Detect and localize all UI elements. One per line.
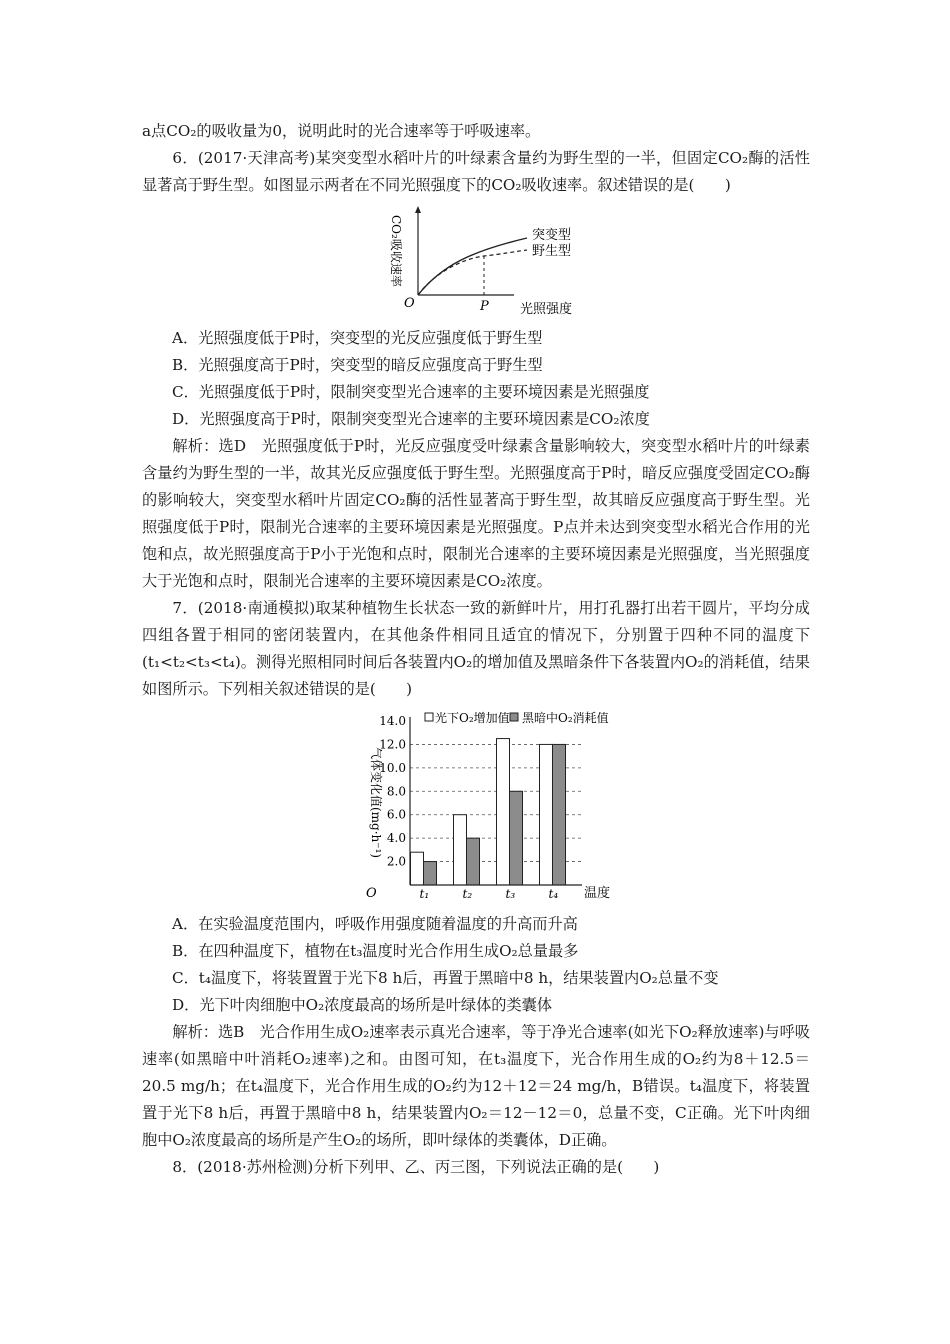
question-6-stem: 6．(2017·天津高考)某突变型水稻叶片的叶绿素含量约为野生型的一半，但固定CO₂酶的活性显著高于野生型。如图显示两者在不同光照强度下的CO₂吸收速率。叙述错误的是( ) xyxy=(142,149,810,194)
q6-option-a: A．光照强度低于P时，突变型的光反应强度低于野生型 xyxy=(172,329,543,347)
bar-dark-t3 xyxy=(510,791,523,885)
bar-light-t3 xyxy=(497,739,510,885)
q7-option-b: B．在四种温度下，植物在t₃温度时光合作用生成O₂总量最多 xyxy=(172,942,579,960)
y-tick-label: 6.0 xyxy=(386,807,406,822)
page-content xyxy=(142,118,810,1181)
question-8-stem: 8．(2018·苏州检测)分析下列甲、乙、丙三图，下列说法正确的是( ) xyxy=(172,1158,660,1176)
x-tick-label-t3: t₃ xyxy=(505,887,516,901)
q7-option-d: D．光下叶肉细胞中O₂浓度最高的场所是叶绿体的类囊体 xyxy=(172,996,553,1014)
legend-wild: 野生型 xyxy=(532,244,572,259)
o2-bar-chart-svg xyxy=(142,707,810,907)
q6-option-d: D．光照强度高于P时，限制突变型光合速率的主要环境因素是CO₂浓度 xyxy=(172,410,650,428)
x-tick-label-t2: t₂ xyxy=(462,887,473,901)
figure-co2-curve xyxy=(142,203,810,321)
q7-option-c: C．t₄温度下，将装置置于光下8 h后，再置于黑暗中8 h，结果装置内O₂总量不变 xyxy=(172,969,719,987)
y-tick-label: 12.0 xyxy=(379,737,406,752)
y-tick-label: 8.0 xyxy=(386,784,406,799)
y-tick-label: 10.0 xyxy=(379,760,406,775)
bar-light-t4 xyxy=(540,744,553,885)
bar-light-t1 xyxy=(411,852,424,885)
q7-analysis: 解析：选B 光合作用生成O₂速率表示真光合速率，等于净光合速率(如光下O₂释放速率)与呼吸速率(如黑暗中叶消耗O₂速率)之和。由图可知，在t₃温度下，光合作用生成的O₂约为8＋12.5＝20.5 mg/h；在t₄温度下，光合作用生成的O₂约为12＋12＝24 mg/h，B错误。t₄温度下，将装置置于光下8 h后，再置于黑暗中8 h，结果装置内O₂＝12－12＝0，总量不变，C正确。光下叶肉细胞中O₂浓度最高的场所是产生O₂的场所，即叶绿体的类囊体，D正确。 xyxy=(142,1023,810,1149)
question-7-stem: 7．(2018·南通模拟)取某种植物生长状态一致的新鲜叶片，用打孔器打出若干圆片，平均分成四组各置于相同的密闭装置内，在其他条件相同且适宜的情况下，分别置于四种不同的温度下(t₁<t₂<t₃<t₄)。测得光照相同时间后各装置内O₂的增加值及黑暗条件下各装置内O₂的消耗值，结果如图所示。下列相关叙述错误的是( ) xyxy=(142,599,810,698)
y-tick-label: 2.0 xyxy=(386,854,406,869)
co2-curve-svg xyxy=(142,203,810,321)
legend-swatch-dark xyxy=(510,713,518,721)
bar-dark-t4 xyxy=(553,744,566,885)
wild-curve xyxy=(418,250,527,295)
legend-dark-label: 黑暗中O₂消耗值 xyxy=(522,711,609,725)
y-axis-arrow xyxy=(415,206,421,213)
legend-swatch-light xyxy=(425,713,433,721)
q6-analysis: 解析：选D 光照强度低于P时，光反应强度受叶绿素含量影响较大，突变型水稻叶片的叶绿素含量约为野生型的一半，故其光反应强度低于野生型。光照强度高于P时，暗反应强度受固定CO₂酶的影响较大，突变型水稻叶片固定CO₂酶的活性显著高于野生型，故其暗反应强度高于野生型。光照强度低于P时，限制光合速率的主要环境因素是光照强度。P点并未达到突变型水稻光合作用的光饱和点，故光照强度高于P小于光饱和点时，限制光合速率的主要环境因素是光照强度，当光照强度大于光饱和点时，限制光合速率的主要环境因素是CO₂浓度。 xyxy=(142,437,810,590)
y-tick-label: 14.0 xyxy=(379,714,406,728)
figure-o2-bar-chart xyxy=(142,707,810,907)
legend-mutant: 突变型 xyxy=(532,228,572,243)
bar-x-axis-label: 温度 xyxy=(584,886,611,901)
bar-layer xyxy=(411,739,566,885)
bar-origin-label: O xyxy=(366,886,377,901)
x-tick-label-t1: t₁ xyxy=(419,887,430,901)
x-tick-label-t4: t₄ xyxy=(548,887,559,901)
p-label: P xyxy=(480,299,489,314)
x-axis-label: 光照强度 xyxy=(520,302,573,317)
q6-option-c: C．光照强度低于P时，限制突变型光合速率的主要环境因素是光照强度 xyxy=(172,383,650,401)
bar-y-axis-label: 气体变化值(mg·h⁻¹) xyxy=(369,747,383,859)
bar-light-t2 xyxy=(454,815,467,885)
bar-dark-t2 xyxy=(467,838,480,885)
intro-line: a点CO₂的吸收量为0，说明此时的光合速率等于呼吸速率。 xyxy=(142,122,541,140)
origin-label: O xyxy=(404,296,415,311)
legend-light-label: 光下O₂增加值 xyxy=(435,711,510,725)
bar-dark-t1 xyxy=(424,862,437,885)
y-axis-label: CO₂吸收速率 xyxy=(389,215,403,287)
y-tick-label: 4.0 xyxy=(386,831,406,846)
q6-option-b: B．光照强度高于P时，突变型的暗反应强度高于野生型 xyxy=(172,356,543,374)
mutant-curve xyxy=(418,238,527,295)
q7-option-a: A．在实验温度范围内，呼吸作用强度随着温度的升高而升高 xyxy=(172,915,578,933)
